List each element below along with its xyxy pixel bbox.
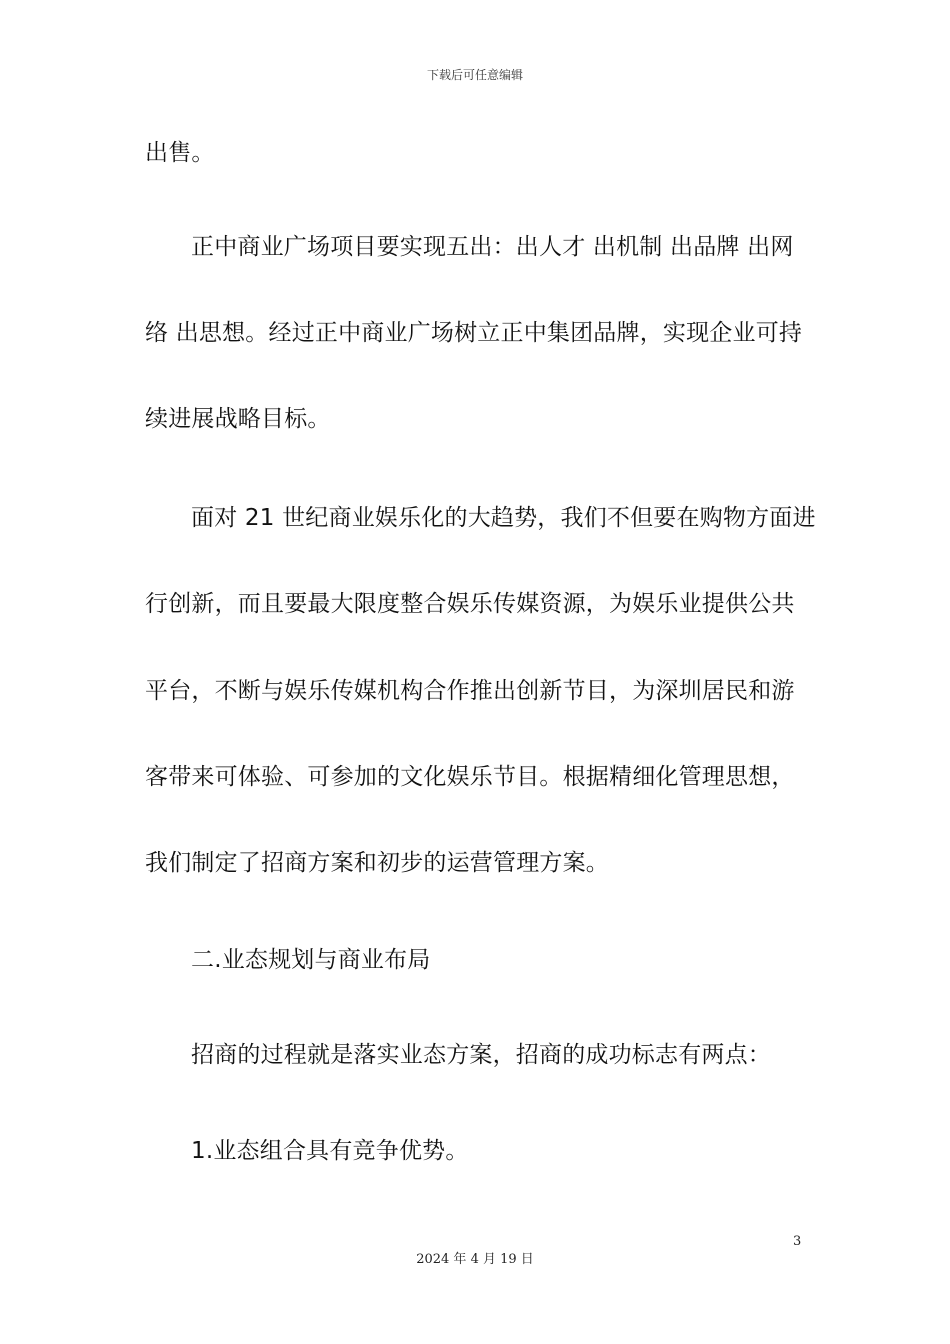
page-number: 3: [793, 1234, 802, 1249]
text-line-1: 出售。: [145, 140, 215, 166]
text-line-11: 招商的过程就是落实业态方案，招商的成功标志有两点：: [191, 1042, 771, 1068]
text-line-12: 1.业态组合具有竞争优势。: [191, 1138, 469, 1164]
text-line-7: 平台，不断与娱乐传媒机构合作推出创新节目，为深圳居民和游: [145, 678, 795, 704]
section-heading: 二.业态规划与商业布局: [191, 947, 431, 973]
header-note: 下载后可任意编辑: [426, 68, 523, 82]
text-line-8: 客带来可体验、可参加的文化娱乐节目。根据精细化管理思想，: [145, 764, 795, 790]
footer-date: 2024 年 4 月 19 日: [416, 1252, 534, 1267]
text-line-9: 我们制定了招商方案和初步的运营管理方案。: [145, 850, 609, 876]
text-line-5: 面对 21 世纪商业娱乐化的大趋势，我们不但要在购物方面进: [191, 505, 816, 531]
text-line-4: 续进展战略目标。: [145, 406, 331, 432]
text-line-2: 正中商业广场项目要实现五出：出人才 出机制 出品牌 出网: [191, 234, 794, 260]
text-line-3: 络 出思想。经过正中商业广场树立正中集团品牌，实现企业可持: [145, 320, 803, 346]
text-line-6: 行创新，而且要最大限度整合娱乐传媒资源，为娱乐业提供公共: [145, 591, 795, 617]
